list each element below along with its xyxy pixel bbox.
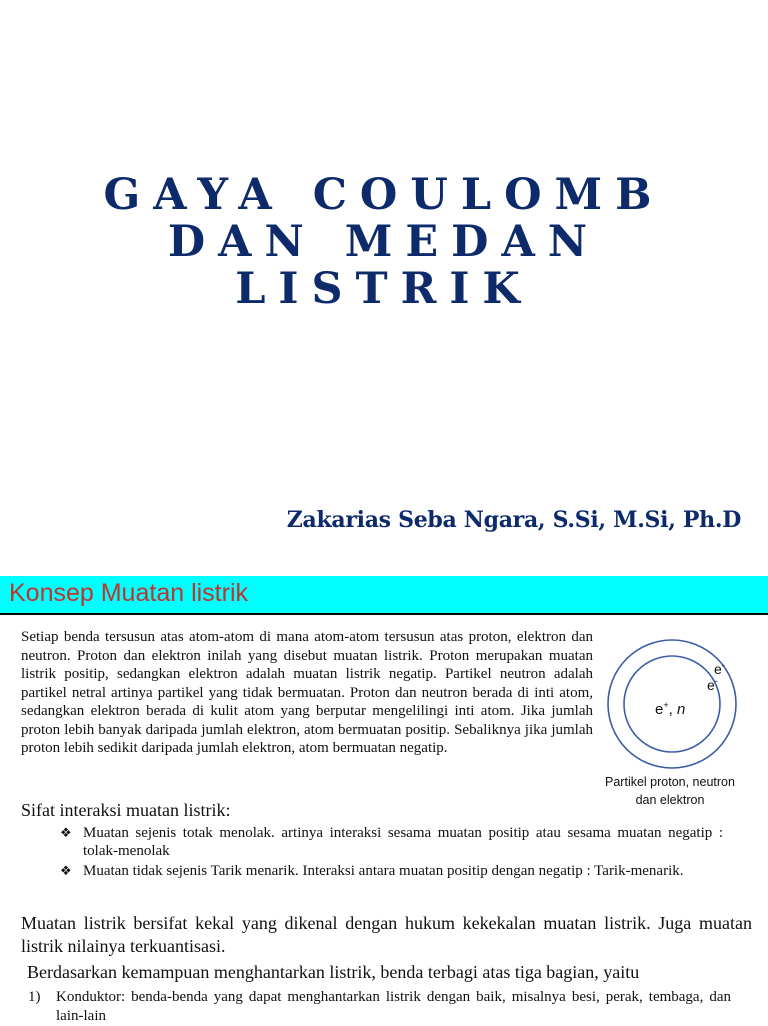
title-line: LISTRIK	[235, 264, 533, 314]
title-line: GAYA COULOMB	[103, 170, 665, 220]
list-number: 1)	[28, 989, 41, 1005]
bullet-diamond-icon: ❖	[60, 825, 72, 840]
classification-intro: Berdasarkan kemampuan menghantarkan listrik, benda terbagi atas tiga bagian, yaitu	[27, 962, 640, 982]
section-heading: Konsep Muatan listrik	[9, 579, 249, 607]
title-line: DAN MEDAN	[167, 217, 601, 267]
list-item-text: Konduktor: benda-benda yang dapat menghantarkan listrik dengan baik, misalnya besi, perak, tembaga, dan lain-lain	[56, 989, 731, 1024]
nucleus-label: e+, n	[655, 700, 686, 718]
conductor-list	[28, 988, 731, 1026]
inner-electron-label: e-	[707, 676, 718, 693]
outer-electron-label: e-	[714, 660, 725, 677]
bullet-diamond-icon: ❖	[60, 863, 72, 878]
sifat-heading: Sifat interaksi muatan listrik:	[21, 800, 231, 820]
nucleus-plus: +	[663, 700, 669, 710]
author-name: Zakarias Seba Ngara, S.Si, M.Si, Ph.D	[286, 507, 741, 533]
content-slide	[0, 576, 768, 1024]
diagram-caption	[590, 773, 750, 809]
interaction-list	[60, 824, 723, 882]
intro-paragraph: Setiap benda tersusun atas atom-atom di mana atom-atom tersusun atas proton, elektron dan neutron. Proton dan elektron inilah yang disebut muatan listrik. Proton merupakan muatan listrik positip, sedangkan elektron adalah muatan listrik negatip. Partikel neutron adalah partikel netral artinya partikel yang tidak bermuatan. Proton dan neutron berada di inti atom, sedangkan elektron berada di kulit atom yang berputar mengelilingi inti atom. Jika jumlah proton lebih banyak daripada jumlah elektron, atom bermuatan positip. Sebaliknya jika jumlah proton lebih sedikit daripada jumlah elektron, atom bermuatan negatip.	[21, 629, 593, 756]
conservation-paragraph: Muatan listrik bersifat kekal yang dikenal dengan hukum kekekalan muatan listrik. Juga muatan listrik nilainya terkuantisasi.	[21, 913, 752, 956]
caption-line: dan elektron	[635, 793, 705, 807]
slide-title	[0, 172, 768, 313]
list-item-text: Muatan tidak sejenis Tarik menarik. Interaksi antara muatan positip dengan negatip : Tarik-menarik.	[83, 863, 684, 879]
heading-divider	[0, 613, 768, 615]
caption-line: Partikel proton, neutron	[605, 775, 735, 789]
atom-diagram	[606, 638, 738, 770]
heading-band	[0, 576, 768, 614]
list-item	[60, 824, 723, 860]
list-item	[60, 862, 723, 880]
list-item	[28, 988, 731, 1026]
list-item-text: Muatan sejenis totak menolak. artinya interaksi sesama muatan positip atau sesama muatan negatip : tolak-menolak	[83, 825, 723, 859]
